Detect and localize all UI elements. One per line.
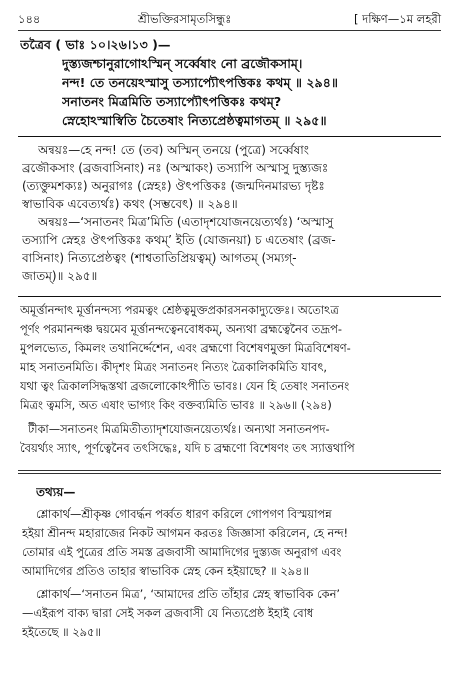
commentary-line: মাহ সনাতনমিতি। কীদৃশং মিত্রং সনাতনং নিত্যং ত্রৈকালিকমিতি যাবৎ, [20,360,328,374]
page-number: ১৪৪ [18,12,41,26]
translation-line: তোমার এই পুত্রের প্রতি সমস্ত ব্রজবাসী আমাদিগের দুস্ত্যজ অনুরাগ এবং [22,545,342,559]
verse-line: দুস্ত্যজশ্চানুরাগোঽস্মিন্ সর্ব্বেষাং নো ব্রজৌকসাম্। [62,56,303,71]
translation-line: শ্লোকার্থ—শ্রীকৃষ্ণ গোবর্দ্ধন পর্ব্বত ধারণ করিলে গোপগণ বিস্ময়াপন্ন [36,507,332,521]
translation-line: হইয়া শ্রীনন্দ মহারাজের নিকট আগমন করতঃ জিজ্ঞাসা করিলেন, হে নন্দ! [22,526,349,540]
commentary-line: অমূর্ত্তানন্দাৎ মূর্ত্তানন্দস্য পরমত্বং শ্রেষ্ঠত্বমুক্তপ্রকারসনকাদ্যুক্তেঃ। অতোঽত্র [20,303,339,317]
anvaya-line: অন্বয়ঃ—‘সনাতনং মিত্র’মিতি (এতাদৃশযোজনয়েত্যর্থঃ) ‘অস্মাসু [38,215,334,229]
anvaya-line: তস্যাপি স্নেহঃ ঔৎপত্তিকঃ কথম্’ ইতি (যোজনয়া) চ এতেষাং (ব্রজ- [22,233,336,247]
tika-line: টীকা—সনাতনং মিত্রমিতীত্যাদৃশযোজনয়েত্যর্থঃ। অন্যথা সনাতনপদ- [28,422,330,436]
tika-line: বৈয়র্থ্যং স্যাৎ, পূর্ণত্বেনৈব তৎসিদ্ধেঃ, যদি চ ব্রহ্মণো বিশেষণং তৎ স্যাত্তথাপি [20,441,355,455]
anvaya-line: (ত্যক্তুমশক্যঃ) অনুরাগঃ (স্নেহঃ) ঔৎপত্তিকঃ (জন্মদিনমারভ্য দৃষ্টঃ [22,179,325,193]
translation-line: শ্লোকার্থ—‘সনাতন মিত্র’, ‘আমাদের প্রতি তাঁহার স্নেহ স্বাভাবিক কেন’ [36,587,341,601]
commentary-line: যথা ত্বং ত্রিকালসিদ্ধস্তথা ব্রজলোকোঽপীতি ভাবঃ। যেন হি তেষাং সনাতনং [20,379,350,393]
section-label: [ দক্ষিণ—১ম লহরী [354,12,441,26]
verse-line: নন্দ! তে তনয়েঽস্মাসু তস্যাপ্যৌৎপত্তিকঃ কথম্ ॥ ২৯৪॥ [62,75,338,90]
verse-line: সনাতনং মিত্রমিতি তস্যাপ্যৌৎপত্তিকঃ কথম্? [62,94,282,109]
commentary-line: মুপলভ্যেত, কিমলং তথানির্দ্দেশেন, এবং ব্রহ্মণো বিশেষণমুক্তা মিত্রবিশেষণ- [20,341,351,355]
section-divider [18,136,441,137]
anvaya-line: স্বাভাবিক এবেত্যর্থঃ) কথং (সম্ভবেৎ) ॥ ২৯৪॥ [22,197,238,211]
anvaya-line: জাতম্)॥ ২৯৫॥ [22,269,98,283]
section-divider [18,296,441,297]
verse-line: স্নেহোঽস্মাস্বিতি চৈতেষাং নিত্যপ্রেষ্ঠত্বমাগতম্ ॥ ২৯৫॥ [62,113,327,128]
translation-line: হইতেছে ॥ ২৯৫॥ [22,625,101,639]
commentary-line: পূর্ণং পরমানন্দঞ্চ দ্বয়মেব মূর্ত্তানন্দত্বেনবোধকম্, অন্যথা ব্রহ্মত্বেনৈব তদ্রূপ- [20,322,342,336]
translation-heading: তথ্যয়— [36,485,76,499]
commentary-line: মিত্রং ত্বমসি, অত এষাং ভাগ্যং কিং বক্তব্যমিতি ভাবঃ ॥ ২৯৬॥ (২৯৪) [20,398,332,412]
translation-line: —এইরূপ বাক্য দ্বারা সেই সকল ব্রজবাসী যে নিত্যপ্রেষ্ঠ ইহাই বোধ [22,606,314,620]
anvaya-line: অন্বয়ঃ—হে নন্দ! তে (তব) অস্মিন্ তনয়ে (পুত্রে) সর্ব্বেষাং [38,143,309,157]
header-rule [18,30,441,31]
book-title: শ্রীভক্তিরসামৃতসিন্ধুঃ [138,12,232,26]
anvaya-line: বাসিনাং) নিত্যপ্রেষ্ঠত্বং (শাশ্বতাতিপ্রিয়ত্বম্) আগতম্ (সম্যগ্- [22,251,297,265]
verse-intro: তত্রৈব ( ভাঃ ১০।২৬।১৩ )— [20,37,171,52]
translation-line: আমাদিগের প্রতিও তাহার স্বাভাবিক স্নেহ কেন হইয়াছে? ॥ ২৯৪॥ [22,564,309,578]
section-divider [18,470,441,471]
anvaya-line: ব্রজৌকসাং (ব্রজবাসিনাং) নঃ (অস্মাকং) তস্যাপি অস্মাসু দুস্ত্যজঃ [22,161,329,175]
running-header [18,10,441,28]
